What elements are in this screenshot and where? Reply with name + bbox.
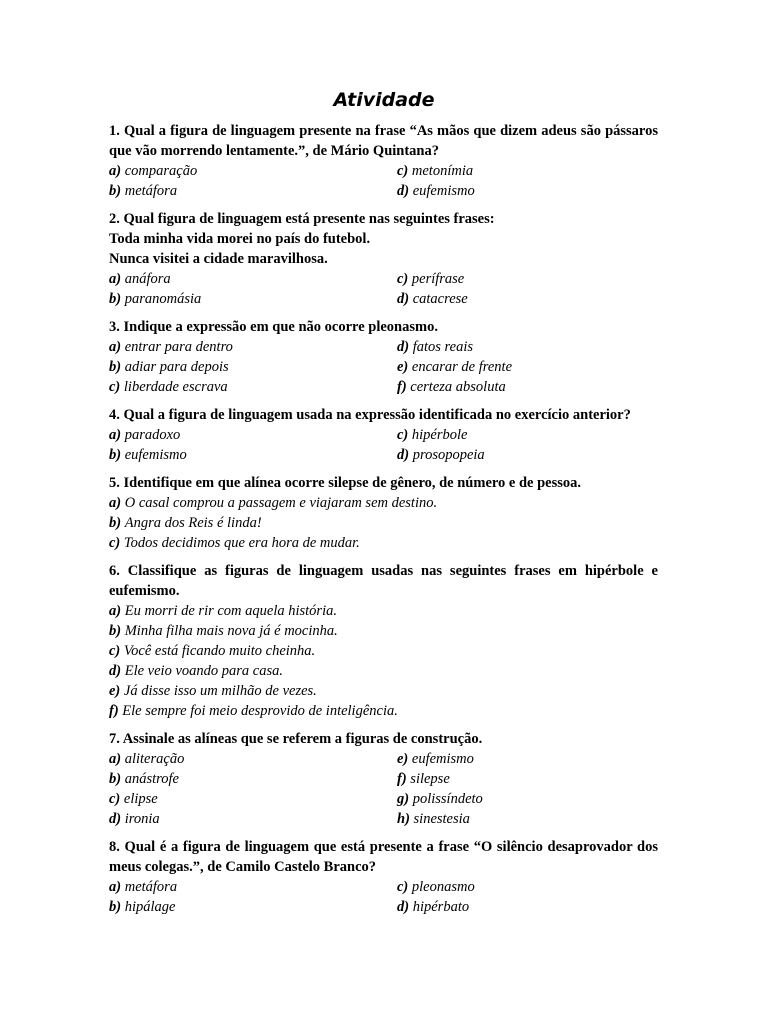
option bbox=[109, 701, 658, 721]
option-text: Ele sempre foi meio desprovido de inteligência. bbox=[122, 703, 398, 719]
option-text: hipálage bbox=[124, 899, 176, 915]
option bbox=[397, 769, 450, 789]
question-7 bbox=[109, 729, 658, 829]
options-row bbox=[109, 897, 658, 917]
question-stem: 7. Assinale as alíneas que se referem a figuras de construção. bbox=[109, 731, 483, 747]
option bbox=[397, 377, 506, 397]
option-text: Angra dos Reis é linda! bbox=[124, 515, 262, 531]
options-row bbox=[109, 789, 658, 809]
option-text: metáfora bbox=[124, 183, 178, 199]
options-row bbox=[109, 161, 658, 181]
option bbox=[109, 493, 658, 513]
question-stem: 3. Indique a expressão em que não ocorre pleonasmo. bbox=[109, 319, 438, 335]
option bbox=[109, 161, 397, 181]
option bbox=[109, 181, 397, 201]
options-row bbox=[109, 337, 658, 357]
option-letter: d) bbox=[397, 447, 410, 463]
option-text: entrar para dentro bbox=[124, 339, 233, 355]
option bbox=[109, 269, 397, 289]
option-text: adiar para depois bbox=[124, 359, 229, 375]
option-text: eufemismo bbox=[412, 183, 475, 199]
option bbox=[397, 809, 470, 829]
option-letter: a) bbox=[109, 879, 122, 895]
question-stem: 1. Qual a figura de linguagem presente na frase “As mãos que dizem adeus são pássaros que vão morrendo lentamente.”, de Mário Quintana? bbox=[109, 123, 658, 159]
question-2 bbox=[109, 209, 658, 309]
option bbox=[397, 425, 467, 445]
option bbox=[397, 789, 483, 809]
option-letter: c) bbox=[397, 879, 409, 895]
option-text: liberdade escrava bbox=[123, 379, 228, 395]
option-text: paranomásia bbox=[124, 291, 202, 307]
option-letter: c) bbox=[109, 535, 121, 551]
option-letter: d) bbox=[397, 291, 410, 307]
option-letter: c) bbox=[109, 791, 121, 807]
option-letter: c) bbox=[109, 643, 121, 659]
question-stem: 8. Qual é a figura de linguagem que está presente a frase “O silêncio desaprovador dos meus colegas.”, de Camilo Castelo Branco? bbox=[109, 839, 658, 875]
option bbox=[397, 181, 475, 201]
option-text: encarar de frente bbox=[411, 359, 513, 375]
option-text: perífrase bbox=[411, 271, 465, 287]
question-6 bbox=[109, 561, 658, 721]
option-text: certeza absoluta bbox=[410, 379, 506, 395]
question-stem: 5. Identifique em que alínea ocorre silepse de gênero, de número e de pessoa. bbox=[109, 475, 582, 491]
option-letter: d) bbox=[109, 811, 122, 827]
option-text: pleonasmo bbox=[411, 879, 475, 895]
option-text: O casal comprou a passagem e viajaram sem destino. bbox=[124, 495, 438, 511]
option-text: silepse bbox=[410, 771, 450, 787]
option-letter: c) bbox=[397, 427, 409, 443]
option bbox=[109, 809, 397, 829]
options-row bbox=[109, 749, 658, 769]
option-letter: b) bbox=[109, 623, 122, 639]
question-stem: 6. Classifique as figuras de linguagem usadas nas seguintes frases em hipérbole e eufemismo. bbox=[109, 563, 658, 599]
option-letter: b) bbox=[109, 515, 122, 531]
option-letter: c) bbox=[397, 163, 409, 179]
options-row bbox=[109, 425, 658, 445]
question-5 bbox=[109, 473, 658, 553]
option bbox=[109, 513, 658, 533]
option bbox=[109, 445, 397, 465]
option-text: prosopopeia bbox=[412, 447, 485, 463]
option-letter: e) bbox=[109, 683, 121, 699]
option-text: hipérbole bbox=[411, 427, 468, 443]
option-text: comparação bbox=[124, 163, 198, 179]
option bbox=[109, 337, 397, 357]
option-text: Minha filha mais nova já é mocinha. bbox=[124, 623, 338, 639]
option-letter: a) bbox=[109, 339, 122, 355]
question-3 bbox=[109, 317, 658, 397]
option bbox=[397, 897, 469, 917]
option-letter: f) bbox=[397, 379, 407, 395]
page-title: Atividade bbox=[333, 89, 435, 111]
option-text: metonímia bbox=[411, 163, 474, 179]
option-letter: e) bbox=[397, 359, 409, 375]
option bbox=[109, 769, 397, 789]
option bbox=[109, 681, 658, 701]
options-row bbox=[109, 445, 658, 465]
options-row bbox=[109, 769, 658, 789]
question-stem: 2. Qual figura de linguagem está presente nas seguintes frases: bbox=[109, 211, 495, 227]
option bbox=[109, 289, 397, 309]
option-letter: a) bbox=[109, 163, 122, 179]
option-letter: g) bbox=[397, 791, 410, 807]
option-text: hipérbato bbox=[412, 899, 470, 915]
option-letter: h) bbox=[397, 811, 410, 827]
option-letter: d) bbox=[397, 183, 410, 199]
option bbox=[397, 445, 485, 465]
option bbox=[109, 601, 658, 621]
question-8 bbox=[109, 837, 658, 917]
option bbox=[397, 749, 474, 769]
options-row bbox=[109, 877, 658, 897]
option-text: sinestesia bbox=[413, 811, 470, 827]
option-text: anástrofe bbox=[124, 771, 179, 787]
option bbox=[397, 289, 468, 309]
question-4 bbox=[109, 405, 658, 465]
option bbox=[397, 337, 473, 357]
option bbox=[397, 269, 464, 289]
option-text: aliteração bbox=[124, 751, 185, 767]
option bbox=[109, 357, 397, 377]
options-row bbox=[109, 269, 658, 289]
option-text: Todos decidimos que era hora de mudar. bbox=[123, 535, 360, 551]
option-letter: f) bbox=[397, 771, 407, 787]
option-text: polissíndeto bbox=[412, 791, 483, 807]
option-letter: e) bbox=[397, 751, 409, 767]
option bbox=[109, 621, 658, 641]
option-letter: a) bbox=[109, 427, 122, 443]
options-row bbox=[109, 181, 658, 201]
option-letter: c) bbox=[109, 379, 121, 395]
option-letter: b) bbox=[109, 771, 122, 787]
option-letter: c) bbox=[397, 271, 409, 287]
option bbox=[109, 897, 397, 917]
option-letter: b) bbox=[109, 183, 122, 199]
option-letter: b) bbox=[109, 291, 122, 307]
options-row bbox=[109, 377, 658, 397]
option bbox=[109, 533, 658, 553]
option bbox=[109, 425, 397, 445]
option bbox=[109, 377, 397, 397]
options-row bbox=[109, 289, 658, 309]
option-letter: b) bbox=[109, 359, 122, 375]
option-letter: d) bbox=[397, 899, 410, 915]
option-letter: d) bbox=[109, 663, 122, 679]
option-text: Eu morri de rir com aquela história. bbox=[124, 603, 337, 619]
option-text: anáfora bbox=[124, 271, 171, 287]
option-text: ironia bbox=[124, 811, 160, 827]
option-text: Você está ficando muito cheinha. bbox=[123, 643, 316, 659]
option-text: eufemismo bbox=[124, 447, 187, 463]
question-1 bbox=[109, 121, 658, 201]
example-sentence: Toda minha vida morei no país do futebol. bbox=[109, 231, 371, 247]
option-letter: a) bbox=[109, 271, 122, 287]
option-text: catacrese bbox=[412, 291, 468, 307]
option bbox=[109, 789, 397, 809]
option bbox=[109, 641, 658, 661]
option bbox=[397, 877, 475, 897]
options-row bbox=[109, 809, 658, 829]
option bbox=[109, 661, 658, 681]
option-letter: a) bbox=[109, 751, 122, 767]
option-text: fatos reais bbox=[412, 339, 474, 355]
example-sentence: Nunca visitei a cidade maravilhosa. bbox=[109, 251, 328, 267]
option bbox=[397, 357, 512, 377]
option bbox=[109, 749, 397, 769]
option-text: paradoxo bbox=[124, 427, 181, 443]
options-row bbox=[109, 357, 658, 377]
option-text: Já disse isso um milhão de vezes. bbox=[123, 683, 317, 699]
option-text: eufemismo bbox=[411, 751, 474, 767]
questions bbox=[109, 121, 658, 925]
option bbox=[109, 877, 397, 897]
option-letter: b) bbox=[109, 899, 122, 915]
option-letter: d) bbox=[397, 339, 410, 355]
option-letter: b) bbox=[109, 447, 122, 463]
option-text: Ele veio voando para casa. bbox=[124, 663, 283, 679]
option-text: elipse bbox=[123, 791, 158, 807]
option-letter: a) bbox=[109, 603, 122, 619]
question-stem: 4. Qual a figura de linguagem usada na expressão identificada no exercício anterior? bbox=[109, 407, 631, 423]
option-letter: f) bbox=[109, 703, 119, 719]
option-letter: a) bbox=[109, 495, 122, 511]
option bbox=[397, 161, 473, 181]
option-text: metáfora bbox=[124, 879, 178, 895]
